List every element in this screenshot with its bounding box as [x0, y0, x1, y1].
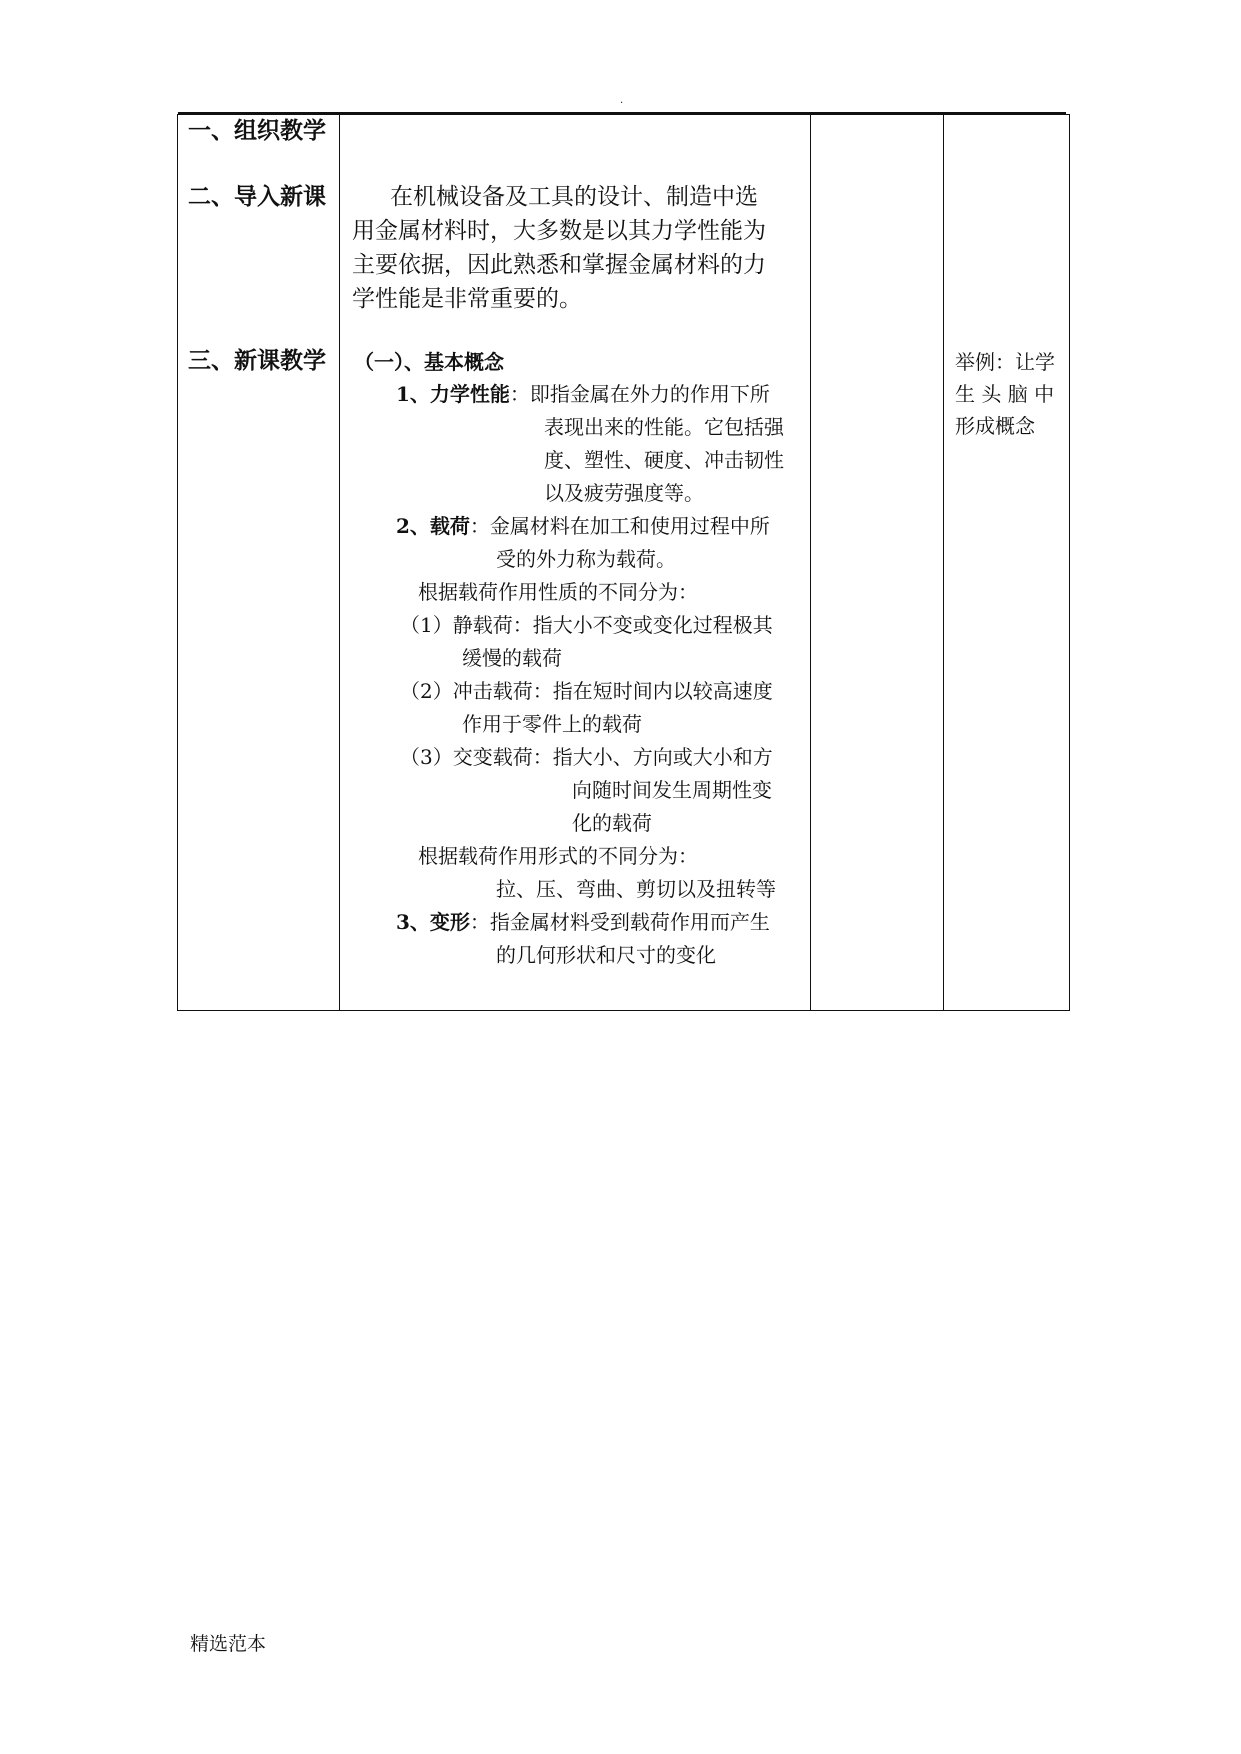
note-line: 生 头 脑 中 [955, 382, 1055, 406]
item-label: 3、变形 [396, 910, 470, 934]
load-alternating-cont: 向随时间发生周期性变 [572, 778, 772, 802]
item-label: 2、载荷 [396, 514, 470, 538]
load-alternating: （3）交变载荷：指大小、方向或大小和方 [400, 745, 773, 769]
item-text-line: 以及疲劳强度等。 [544, 481, 704, 505]
item-label: 1、力学性能 [396, 382, 510, 406]
load-impact: （2）冲击载荷：指在短时间内以较高速度 [400, 679, 773, 703]
item-text: ：指金属材料受到载荷作用而产生 [469, 910, 770, 934]
item-text-line: 度、塑性、硬度、冲击韧性 [544, 448, 784, 472]
column-divider-1 [339, 114, 340, 1011]
footer-label: 精选范本 [190, 1633, 267, 1655]
heading-new-lesson: 三、新课教学 [188, 347, 326, 374]
heading-introduce: 二、导入新课 [188, 183, 326, 210]
intro-line: 学性能是非常重要的。 [352, 286, 582, 312]
item-text: ：即指金属在外力的作用下所 [509, 382, 770, 406]
item-deformation [396, 910, 770, 934]
load-static-cont: 缓慢的载荷 [462, 646, 562, 670]
item-text-line: 受的外力称为载荷。 [496, 547, 676, 571]
form-intro: 根据载荷作用形式的不同分为： [418, 844, 698, 868]
note-line: 举例：让学 [955, 350, 1055, 374]
form-list: 拉、压、弯曲、剪切以及扭转等 [496, 877, 776, 901]
column-divider-3 [943, 114, 944, 1011]
column-divider-2 [810, 114, 811, 1011]
item-mechanical-properties [396, 382, 770, 406]
load-impact-cont: 作用于零件上的载荷 [462, 712, 642, 736]
item-load [396, 514, 770, 538]
intro-line: 在机械设备及工具的设计、制造中选 [390, 184, 758, 210]
header-mark: . [620, 95, 624, 106]
teaching-note [955, 346, 1065, 442]
item-text-line: 表现出来的性能。它包括强 [544, 415, 784, 439]
section-title: （一）、基本概念 [354, 350, 504, 374]
intro-line: 用金属材料时，大多数是以其力学性能为 [352, 218, 766, 244]
load-static: （1）静载荷：指大小不变或变化过程极其 [400, 613, 773, 637]
intro-line: 主要依据，因此熟悉和掌握金属材料的力 [352, 252, 766, 278]
load-alternating-cont: 化的载荷 [572, 811, 652, 835]
note-line: 形成概念 [955, 414, 1035, 438]
item-text-line: 的几何形状和尺寸的变化 [496, 943, 716, 967]
nature-intro: 根据载荷作用性质的不同分为： [418, 580, 698, 604]
heading-organize: 一、组织教学 [188, 117, 326, 144]
item-text: ：金属材料在加工和使用过程中所 [469, 514, 770, 538]
intro-paragraph [352, 180, 802, 316]
